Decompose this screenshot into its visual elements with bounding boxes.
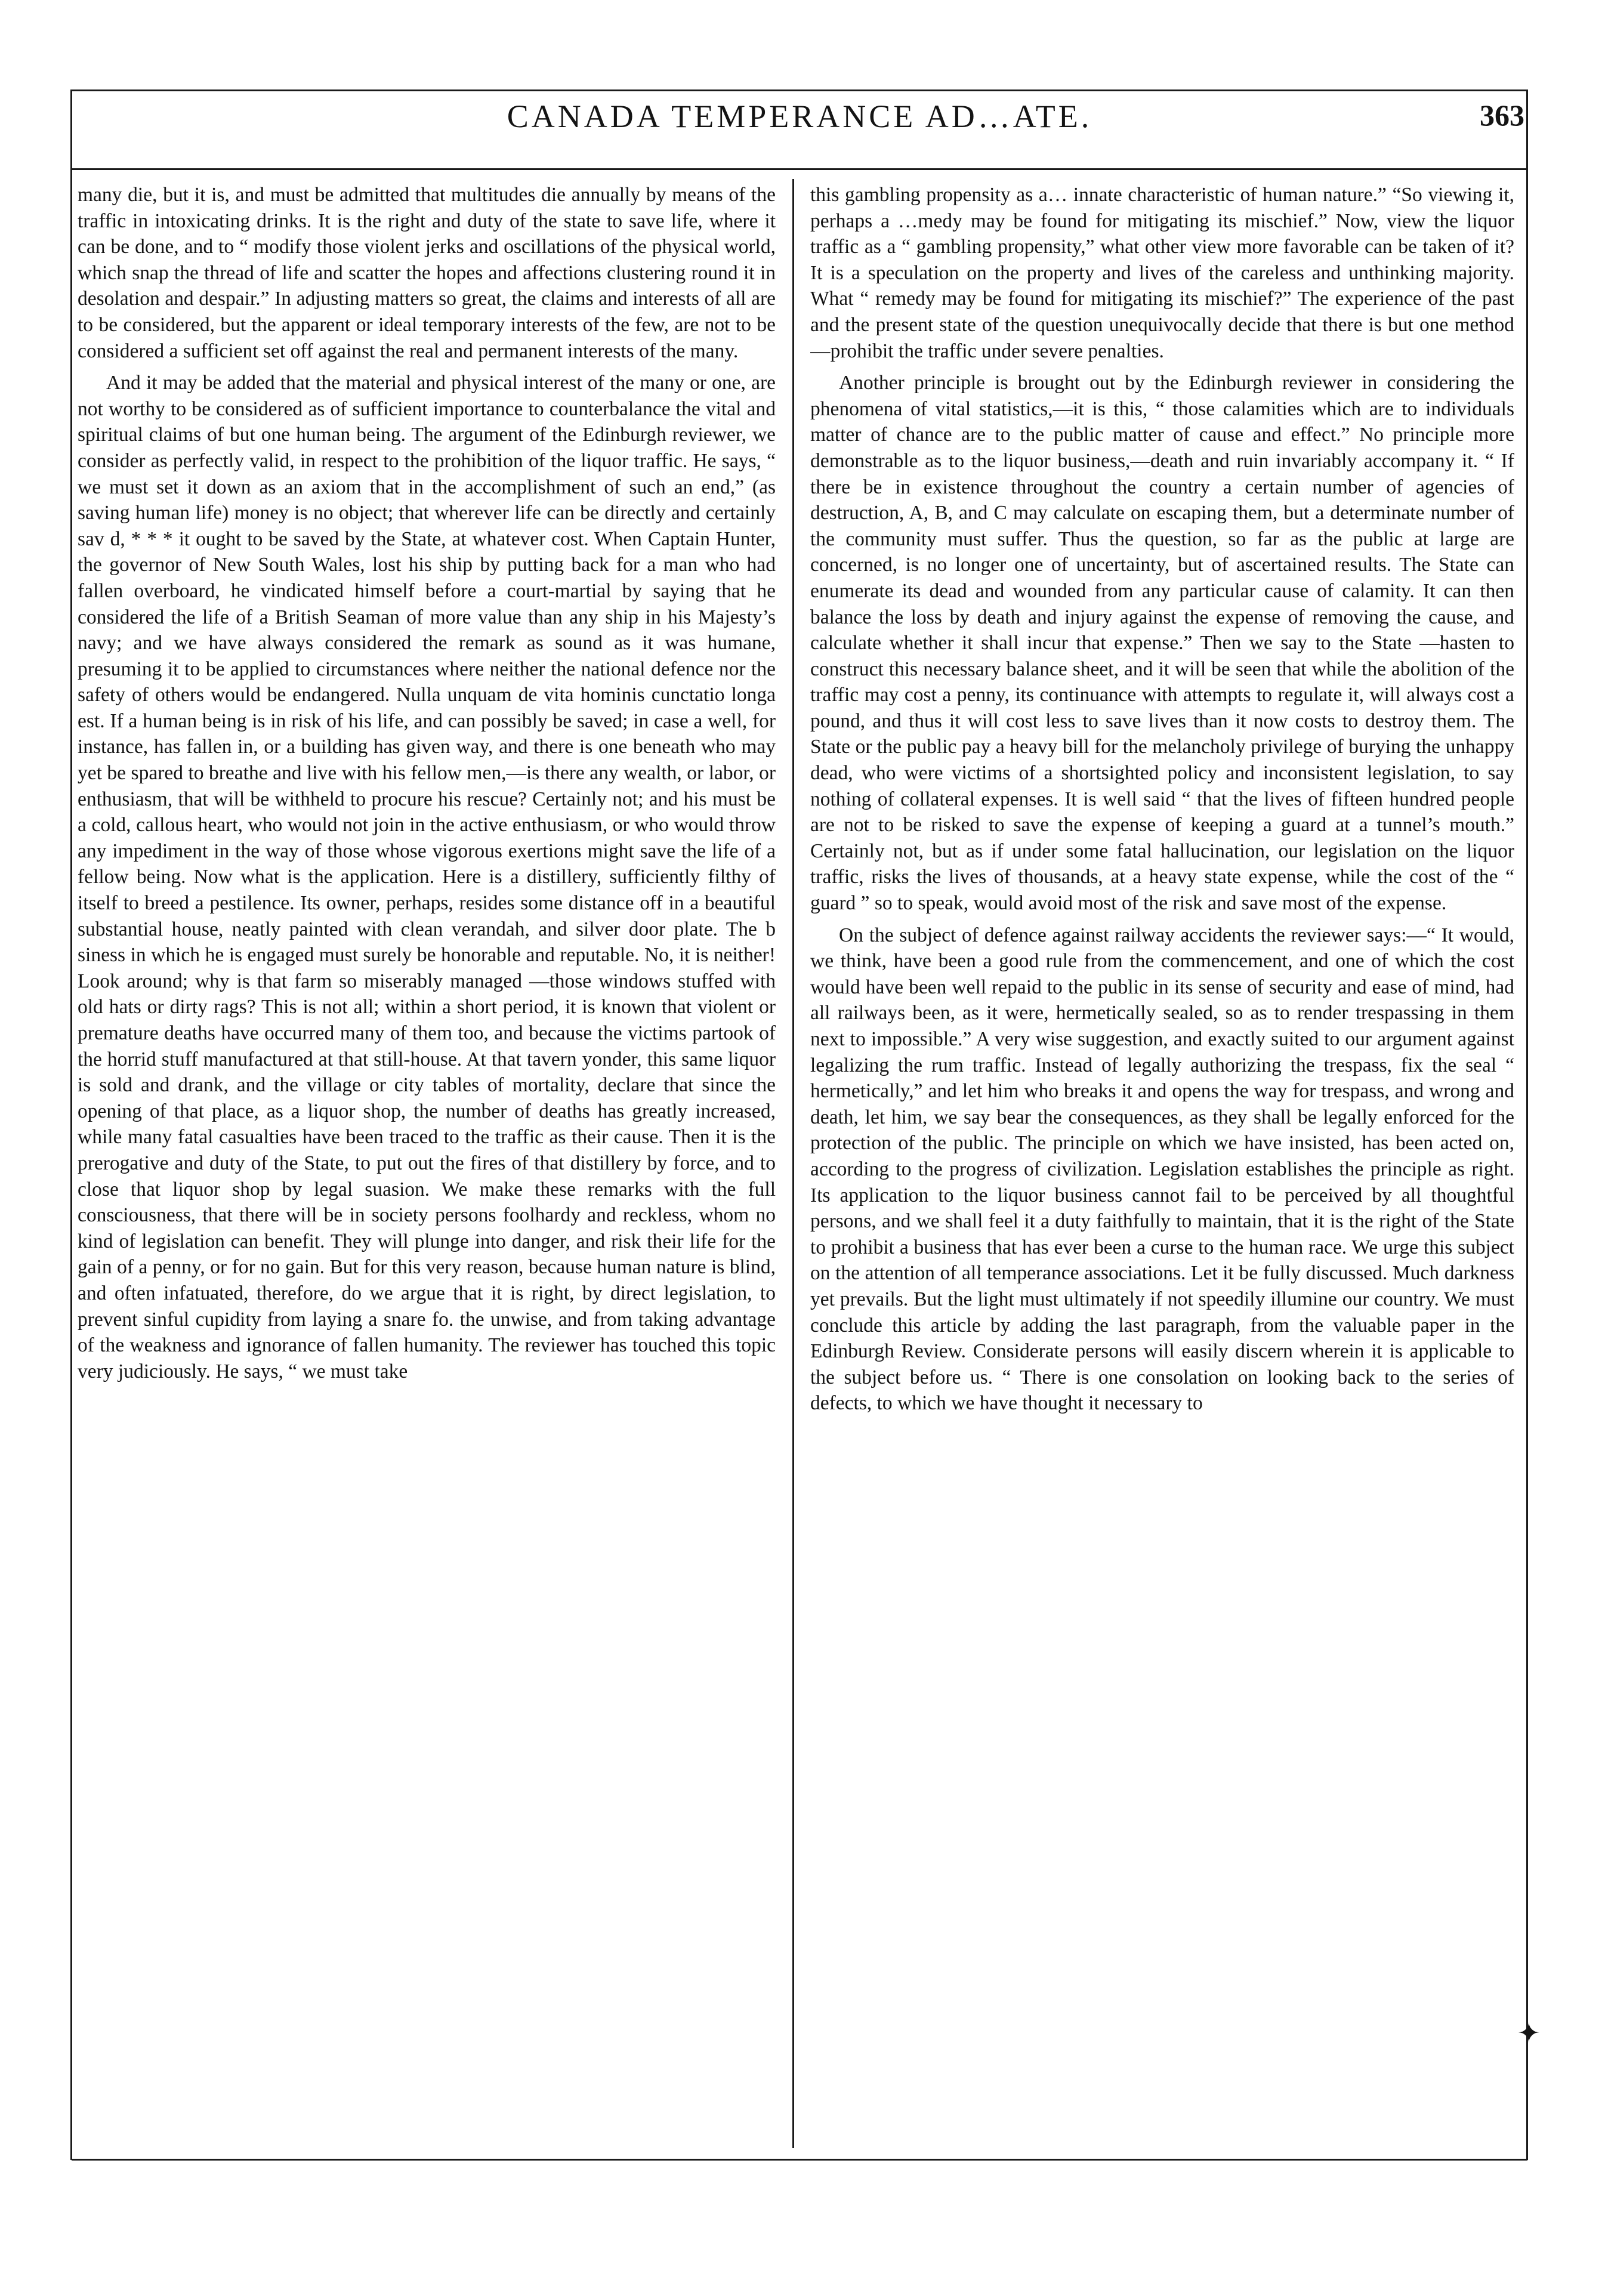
left-paragraph-2: And it may be added that the material and physical interest of the many or one, are not worthy to be considered as of sufficient importance to counterbalance the vital and spiritual claims of but one human being. The argument of the Edinburgh reviewer, we consider as perfectly valid, in respect to the prohibition of the liquor traffic. He says, “ we must set it down as an axiom that in the accomplishment of such an end,” (as saving human life) money is no object; that wherever life can be directly and certainly sav d, * * * it ought to be saved by the State, at whatever cost. When Captain Hunter, the governor of New South Wales, lost his ship by putting back for a man who had fallen overboard, he vindicated himself before a court-martial by saying that he considered the life of a British Seaman of more value than any ship in his Majesty’s navy; and we have always considered the remark as sound as it was humane, presuming it to be applied to circumstances where neither the national defence nor the safety of others would be endangered. Nulla unquam de vita hominis cunctatio longa est. If a human being is in risk of his life, and can possibly be saved; in case a well, for instance, has fallen in, or a building has given way, and there is one beneath who may yet be spared to breathe and live with his fellow men,—is there any wealth, or labor, or enthusiasm, that will be withheld to procure his rescue? Certainly not; and his must be a cold, callous heart, who would not join in the active enthusiasm, or who would throw any impediment in the way of those whose vigorous exertions might save the life of a fellow being. Now what is the application. Here is a distillery, sufficiently filthy of itself to breed a pestilence. Its owner, perhaps, resides some distance off in a beautiful substantial house, neatly painted with clean verandah, and silver door plate. The b siness in which he is engaged must surely be honorable and reputable. No, it is neither! Look around; why is that farm so miserably managed —those windows stuffed with old hats or dirty rags? This is not all; within a short period, it is known that violent or premature deaths have occurred many of them too, and because the victims partook of the horrid stuff manufactured at that still-house. At that tavern yonder, this same liquor is sold and drank, and the village or city tables of mortality, declare that since the opening of that place, as a liquor shop, the number of deaths has greatly increased, while many fatal casualties have been traced to the traffic as their cause. Then it is the prerogative and duty of the State, to put out the fires of that distillery by force, and to close that liquor shop by legal suasion. We make these remarks with the full consciousness, that there will be in society persons foolhardy and reckless, whom no kind of legislation can benefit. They will plunge into danger, and risk their life for the gain of a penny, or for no gain. But for this very reason, because human nature is blind, and often infatuated, therefore, do we argue that it is right, by direct legislation, to prevent sinful cupidity from laying a snare fo. the unwise, and from taking advantage of the weakness and ignorance of fallen humanity. The reviewer has touched this topic very judiciously. He says, “ we must take <box>78 372 776 1382</box>
left-paragraph-1: many die, but it is, and must be admitted that multitudes die annually by means of the traffic in intoxicating drinks. It is the right and duty of the state to save life, where it can be done, and to “ modify those violent jerks and oscillations of the physical world, which snap the thread of life and scatter the hopes and affections clustering round it in desolation and despair.” In adjusting matters so great, the claims and interests of all are to be considered, but the apparent or ideal temporary interests of the few, are not to be considered a sufficient set off against the real and permanent interests of the many. <box>78 184 776 362</box>
right-paragraph-3: On the subject of defence against railway accidents the reviewer says:—“ It would, we think, have been a good rule from the commencement, and one of which the cost would have been well repaid to the public in its sense of security and ease of mind, had all railways been, as it were, hermetically sealed, so as to render trespassing in them next to impossible.” A very wise suggestion, and exactly suited to our argument against legalizing the rum traffic. Instead of legally authorizing the trespass, fix the seal “ hermetically,” and let him who breaks it and opens the way for trespass, and wrong and death, let him, we say bear the consequences, as they shall be legally enforced for the protection of the public. The principle on which we have insisted, has been acted on, according to the progress of civilization. Legislation establishes the principle as right. Its application to the liquor business cannot fail to be perceived by all thoughtful persons, and we shall feel it a duty faithfully to maintain, that it is the right of the State to prohibit a business that has ever been a curse to the human race. We urge this subject on the attention of all temperance associations. Let it be fully discussed. Much darkness yet prevails. But the light must ultimately if not speedily illumine our country. We must conclude this article by adding the last paragraph, from the valuable paper in the Edinburgh Review. Considerate persons will easily discern wherein it is applicable to the subject before us. “ There is one consolation on looking back to the series of defects, to which we have thought it necessary to <box>810 924 1514 1415</box>
top-border-rule <box>72 90 1527 91</box>
page-number: 363 <box>1480 98 1524 132</box>
right-border-rule <box>1526 90 1528 2160</box>
right-paragraph-2: Another principle is brought out by the Edinburgh reviewer in considering the phenomena of vital statistics,—it is this, “ those calamities which are to individuals matter of chance are to the public matter of cause and effect.” No principle more demonstrable as to the liquor business,—death and ruin invariably accompany it. “ If there be in existence throughout the country a certain number of agencies of destruction, A, B, and C may calculate on escaping them, but a determinate number of the community must suffer. Thus the question, so far as the public at large are concerned, is no longer one of uncertainty, but of ascertained results. The State can enumerate its dead and wounded from any particular cause of calamity. It can then balance the loss by death and injury against the expense of removing the cause, and calculate whether it shall incur that expense.” Then we say to the State —hasten to construct this necessary balance sheet, and it will be seen that while the abolition of the traffic may cost a penny, its continuance with attempts to regulate it, will always cost a pound, and thus it will cost less to save lives than it now costs to destroy them. The State or the public pay a heavy bill for the melancholy privilege of burying the unhappy dead, who were victims of a shortsighted policy and inconsistent legislation, to say nothing of collateral expenses. It is well said “ that the lives of fifteen hundred people are not to be risked to save the expense of keeping a guard at a tunnel’s mouth.” Certainly not, but as if under some fatal hallucination, our legislation on the liquor traffic, risks the lives of thousands, at a heavy state expense, while the cost of the “ guard ” so to speak, would avoid most of the risk and save most of the expense. <box>810 372 1514 915</box>
right-text-column <box>810 182 1514 2148</box>
bottom-border-rule <box>72 2159 1527 2161</box>
header-rule <box>72 168 1527 170</box>
right-paragraph-1: this gambling propensity as a… innate characteristic of human nature.” “So viewing it, perhaps a …medy may be found for mitigating its mischief.” Now, view the liquor traffic as a “ gambling propensity,” what other view more favorable can be taken of it? It is a speculation on the property and lives of the careless and unthinking majority. What “ remedy may be found for mitigating its mischief?” The experience of the past and the present state of the question unequivocally decide that there is but one method—prohibit the traffic under severe penalties. <box>810 184 1514 362</box>
page-header-title: CANADA TEMPERANCE AD…ATE. <box>507 98 1092 134</box>
left-border-rule <box>70 90 72 2160</box>
left-text-column <box>78 182 776 2148</box>
column-divider <box>792 179 794 2148</box>
margin-ornament-icon: ✦ <box>1517 2018 1541 2048</box>
